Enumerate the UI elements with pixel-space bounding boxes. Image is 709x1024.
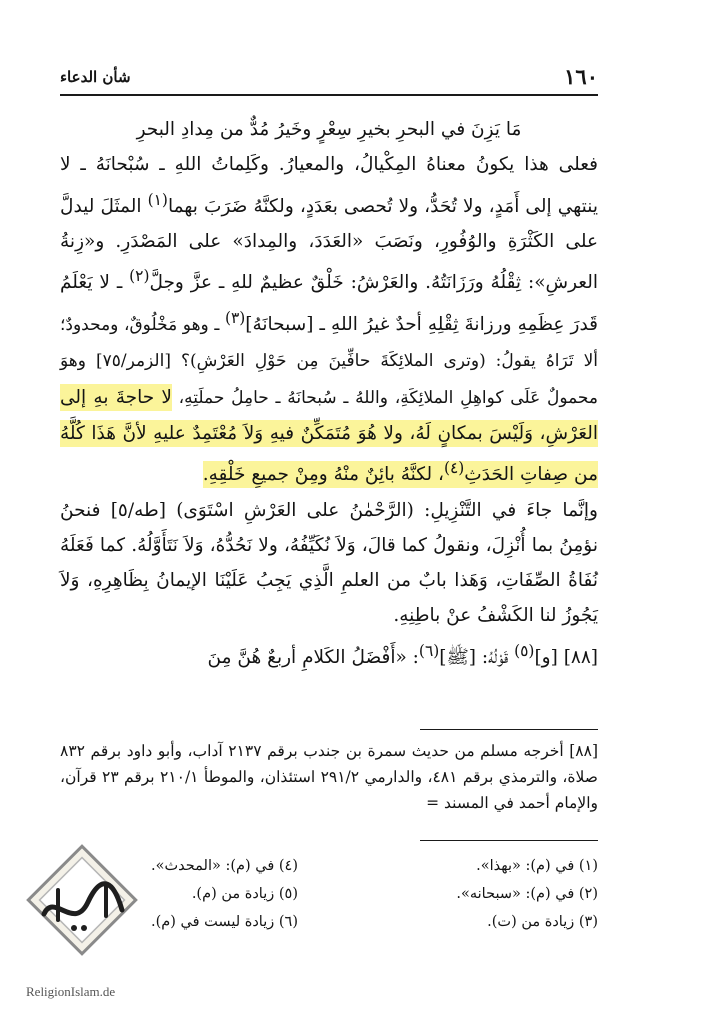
poetry-verse: مَا يَزِنَ في البحرِ بخيرِ سِعْرٍ وخَيرُ مُدٌّ من مِدادِ البحرِ bbox=[136, 119, 522, 140]
footnote-item: (٤) في (م): «المحدث». bbox=[151, 858, 298, 874]
text-run: ـ وهو مَخْلُوقٌ، ومحدودٌ؛ ألا تَرَاهُ يقولُ: (وترى الملائِكَةَ حافِّينَ مِن حَوْلِ العَرْشِ)؟ [الزمر/٧٥] وهوَ محمولٌ عَلَى كواهِلِ الملائِكَةِ، واللهُ ـ سُبحانَهُ ـ حامِلُ حملَتِهِ، bbox=[60, 314, 599, 408]
footnote-item: (٦) زيادة ليست في (م). bbox=[151, 914, 298, 930]
paragraph-3 bbox=[60, 634, 598, 675]
main-text bbox=[60, 112, 598, 675]
footnote-ref: (٦) bbox=[418, 641, 440, 660]
footnote-item: (٥) زيادة من (م). bbox=[191, 886, 298, 902]
footnote-ref: (٥) bbox=[514, 641, 535, 660]
highlighted-text: لا حاجةَ بهِ إلى العَرْشِ، وَلَيْسَ بمكانٍ لَهُ، ولا هُوَ مُتَمَكِّنٌ فيهِ وَلاَ مُعْتَمِدٌ عليهِ لأنَّ هَذَا كُلَّهُ من صِفاتِ الحَدَثِ bbox=[60, 386, 598, 486]
highlighted-text: ، لكنَّهُ بائِنٌ منْهُ ومِنْ جميعِ خَلْقِهِ. bbox=[202, 464, 444, 486]
footnote-item: (١) في (م): «بهذا». bbox=[476, 858, 598, 874]
watermark-logo bbox=[14, 832, 150, 974]
text-run: قَوْلُهُ: [ﷺ] bbox=[439, 646, 515, 668]
text-run: [و] bbox=[534, 646, 564, 668]
page-header bbox=[60, 62, 598, 92]
footnote-ref: (٤) bbox=[443, 459, 465, 478]
text-run: المثَلَ ليدلَّ على الكَثْرَةِ والوُفُورِ، ونَصَبَ «العَدَدَ، والمِدادَ» على المَصْدَرِ. و«زِنةُ العرشِ»: ثِقْلُهُ ورَزَانَتُهُ. والعَرْشُ: خَلْقٌ عظيمٌ للهِ ـ عزَّ وجلَّ bbox=[60, 195, 599, 294]
footnote-ref: (٣) bbox=[224, 308, 246, 327]
footnote-rule bbox=[420, 840, 598, 841]
paragraph-2: وإنَّما جاءَ في التَّنْزِيلِ: (الرَّحْمٰنُ على العَرْشِ اسْتَوَى) [طه/٥] فنحنُ نؤمِنُ بما أُنْزِلَ، ونقولُ كما قالَ، وَلاَ نُكَيِّفُهُ، ولا نَحُدُّهُ، وَلاَ نَتَأَوَّلُهُ. كما فَعَلَهُ نُفَاةُ الصِّفَاتِ، وَهَذا بابٌ من العلمِ الَّذِي يَجِبُ عَلَيْنَا الإيمانُ بِظَاهِرِهِ، وَلاَ يَجُوزُ لنا الكَشْفُ عنْ باطِنِهِ. bbox=[60, 499, 598, 627]
footnotes-column-right bbox=[338, 852, 598, 936]
text-run: : «أَفْضَلُ الكَلامِ أربعٌ هُنَّ مِنَ bbox=[207, 646, 419, 668]
running-title: شأن الدعاء bbox=[60, 68, 131, 86]
hadith-footnote bbox=[60, 738, 598, 816]
footnote-item: (٢) في (م): «سبحانه». bbox=[456, 886, 598, 902]
footnote-rule bbox=[420, 729, 598, 730]
hadith-number: [٨٨] bbox=[563, 646, 598, 668]
footnote-ref: (١) bbox=[147, 190, 168, 209]
watermark-url: ReligionIslam.de bbox=[26, 984, 116, 999]
header-rule bbox=[60, 94, 598, 96]
text-run: ـ لا يَعْلَمُ قَدرَ عِظَمِهِ ورزانةَ ثِقْلِهِ أحدٌ غيرُ اللهِ ـ [سبحانَهُ] bbox=[60, 272, 598, 335]
page-number: ١٦٠ bbox=[564, 64, 598, 89]
footnote-ref: (٢) bbox=[129, 267, 150, 286]
hadith-footnote-text: [٨٨] أخرجه مسلم من حديث سمرة بن جندب برقم ٢١٣٧ آداب، وأبو داود برقم ٨٣٢ صلاة، والترمذي برقم ٤٨١، والدارمي ٢٩١/٢ استئذان، والموطأ ٢١٠/١ برقم ٢٣ قرآن، والإمام أحمد في المسند = bbox=[60, 742, 598, 812]
footnote-item: (٣) زيادة من (ت). bbox=[487, 914, 598, 930]
paragraph-1 bbox=[60, 147, 598, 492]
text-run: فعلى هذا يكونُ معناهُ المِكْيالُ، والمعيارُ. وكَلِماتُ اللهِ ـ سُبْحانَهُ ـ لا ينتهي إلى أَمَدٍ، ولا تُحَدُّ، ولا تُحصى بعَدَدٍ، ولكنَّهُ ضَرَبَ بهما bbox=[60, 154, 598, 217]
